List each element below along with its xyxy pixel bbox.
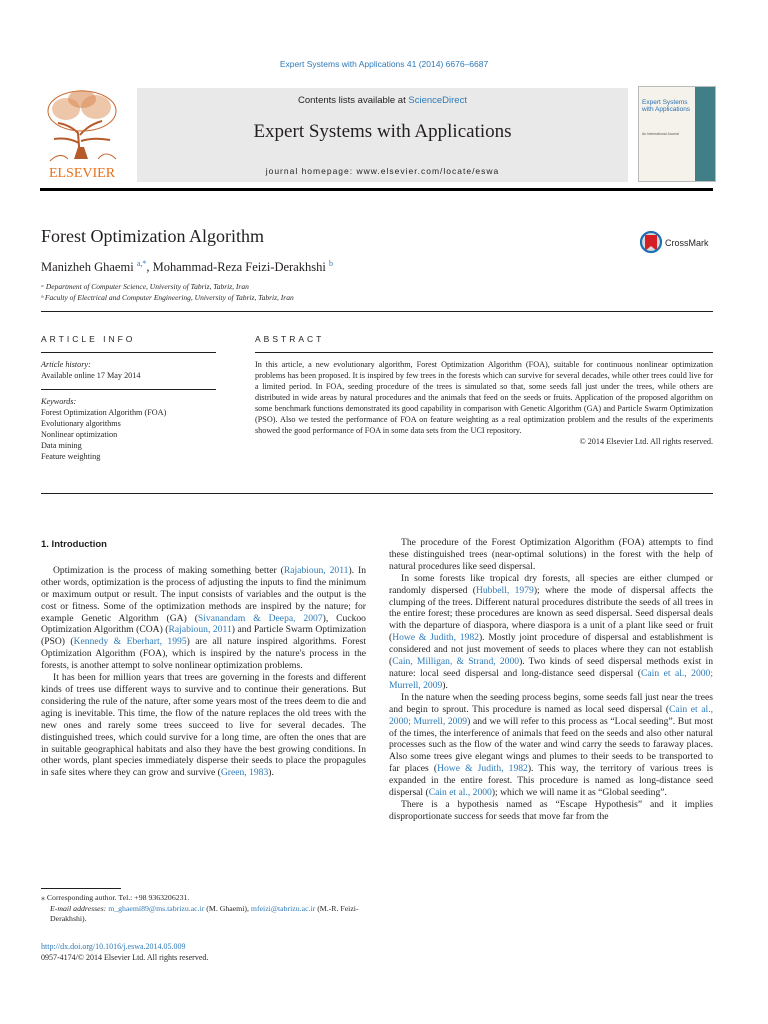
journal-homepage[interactable]: journal homepage: www.elsevier.com/locate/eswa [265, 166, 500, 176]
crossmark-label: CrossMark [665, 238, 709, 248]
paragraph: It has been for million years that trees are governing in the forests and different kinds of trees use different ways to survive and to continue their generations. But considering the rule of the nature, after some years most of the trees deem to die and aging is inevitable. This time, the flow of the nature replaces the old trees with the new ones and rarely some trees succeed to live for several decades. The distinguished trees, which could survive for a long time, are often the ones that are in suitable geographical habitats and also they have the best growing conditions. In other words, plant species immediately disperse their seeds to place the propagules in safe sites where they can grow and survive (Green, 1983). [41, 672, 366, 779]
elsevier-wordmark: ELSEVIER [48, 166, 116, 181]
citation-link[interactable]: Cain et al., 2000; Murrell, 2009 [389, 703, 714, 727]
elsevier-logo [40, 85, 124, 181]
author-affiliation-marker[interactable]: a,* [136, 259, 147, 268]
section-heading: 1. Introduction [41, 539, 107, 550]
info-divider [41, 389, 216, 390]
sciencedirect-link[interactable]: ScienceDirect [408, 95, 467, 106]
keyword-item: Nonlinear optimization [41, 430, 118, 439]
cover-subtitle: An International Journal [642, 132, 679, 136]
elsevier-tree-icon [40, 85, 124, 181]
citation-link[interactable]: Cain et al., 2000 [428, 787, 492, 799]
paragraph: The procedure of the Forest Optimization Algorithm (FOA) attempts to find these distinguished trees (near-optimal solutions) in the forest with the help of natural procedures like seed dispersal. [389, 537, 713, 572]
citation-link[interactable]: Rajabioun, 2011 [168, 624, 232, 636]
keyword-item: Forest Optimization Algorithm (FOA) [41, 408, 167, 417]
footnote-rule [41, 888, 121, 889]
section-rule [41, 493, 713, 494]
citation-link[interactable]: Howe & Judith, 1982 [392, 632, 479, 644]
keywords-label: Keywords: [41, 397, 77, 406]
citation-link[interactable]: Kennedy & Eberhart, 1995 [73, 636, 187, 648]
email-link[interactable]: m_ghaemi89@ms.tabrizu.ac.ir [108, 903, 205, 913]
paragraph: There is a hypothesis named as “Escape Hypothesis” and it implies disproportionate success for seeds that move far from the [389, 798, 713, 822]
abstract-copyright: © 2014 Elsevier Ltd. All rights reserved. [579, 437, 713, 446]
author-name: Manizheh Ghaemi [41, 260, 137, 275]
crossmark-icon [640, 230, 714, 254]
article-info [41, 359, 216, 462]
citation-link[interactable]: Hubbell, 1979 [475, 584, 534, 596]
email-link[interactable]: mfeizi@tabrizu.ac.ir [250, 903, 316, 913]
author-name: Mohammad-Reza Feizi-Derakhshi [152, 260, 329, 275]
abstract-rule [255, 352, 713, 353]
keyword-item: Data mining [41, 441, 82, 450]
paragraph: In the nature when the seeding process begins, some seeds fall just near the trees and begin to sprout. This procedure is named as local seed dispersal (Cain et al., 2000; Murrell, 2009) and we will refer to this process as “Local seeding”. But most of the times, the interference of animals that feed on the seeds and also other natural processes such as the flow of the water and wind carry the seeds to faraway places. Also some trees give elegant wings and plumes to their seeds to be transported to far places (Howe & Judith, 1982). This way, the territory of various trees is expanded in the entire forest. This procedure is named as long-distance seed dispersal (Cain et al., 2000); which we will name it as “Global seeding”. [389, 691, 714, 799]
citation-link[interactable]: Cain, Milligan, & Strand, 2000 [392, 656, 520, 668]
section-rule [41, 311, 713, 312]
paragraph: In some forests like tropical dry forests, all species are either clumped or randomly dispersed (Hubbell, 1979); where the mode of dispersal affects the clumping of the trees. Different natural procedures distribute the seeds of all trees in the entire forest; these procedures are known as seed dispersal. Seed dispersal deals with the departure of diaspora, where diaspora is a unit of a plant like seed or fruit (Howe & Judith, 1982). Mostly joint procedure of dispersal and establishment is considered and not just movement of seeds to places where they can not establish (Cain, Milligan, & Strand, 2000). Two kinds of seed dispersal methods exist in nature: local seed dispersal and long-distance seed dispersal (Cain et al., 2000; Murrell, 2009). [389, 572, 714, 691]
citation-link[interactable]: Green, 1983 [220, 767, 269, 779]
email-line: E-mail addresses: m_ghaemi89@ms.tabrizu.ac.ir (M. Ghaemi), mfeizi@tabrizu.ac.ir (M.-R. Feizi-Derakhshi). [50, 903, 359, 923]
doi-block [41, 941, 208, 963]
cover-title: Expert Systems with Applications [642, 99, 691, 113]
keyword-item: Evolutionary algorithms [41, 419, 121, 428]
keywords-list [41, 407, 216, 462]
info-rule [41, 352, 216, 353]
header-rule [40, 188, 713, 191]
citation-link[interactable]: Sivanandam & Deepa, 2007 [197, 612, 323, 624]
history-date: Available online 17 May 2014 [41, 371, 141, 380]
issn-line: 0957-4174/© 2014 Elsevier Ltd. All rights reserved. [41, 953, 209, 962]
corresponding-author: ⁎ Corresponding author. Tel.: +98 9363206231. [41, 893, 190, 902]
doi-link[interactable]: http://dx.doi.org/10.1016/j.eswa.2014.05.009 [41, 942, 186, 951]
footnote [41, 893, 366, 925]
history-label: Article history: [41, 360, 91, 369]
crossmark-badge[interactable] [640, 230, 714, 259]
abstract-text: In this article, a new evolutionary algorithm, Forest Optimization Algorithm (FOA), suitable for continuous nonlinear optimization problems has been proposed. It is inspired by few trees in the forests which can survive for several decades, while other trees could live for a limited period. In FOA, seeding procedure of the trees is simulated so that, some seeds fall just under the trees, while others are distributed in wide areas by natural procedures and the animals that feed on the seeds or fruits. Application of the proposed algorithm on some benchmark functions demonstrated its good capability in comparison with Genetic Algorithm (GA) and Particle Swarm Optimization (PSO). Also we tested the performance of FOA on feature weighting as a real optimization problem and the results of the experiments showed the good performance of FOA in some data sets from the UCI repository. [255, 360, 713, 435]
paragraph: Optimization is the process of making something better (Rajabioun, 2011). In other words, optimization is the process of adjusting the inputs to find the minimum or maximum output or result. The input consists of variables and the output is the cost or fitness. Some of the optimization methods are inspired by the nature; for example Genetic Algorithm (GA) (Sivanandam & Deepa, 2007), Cuckoo Optimization Algorithm (COA) (Rajabioun, 2011) and Particle Swarm Optimization (PSO) (Kennedy & Eberhart, 1995) are all nature inspired algorithms. Forest Optimization Algorithm (FOA), which is inspired by the nature's process in the forests, is another attempt to solve nonlinear optimization problems. [41, 564, 367, 672]
body-column-right [389, 537, 713, 823]
contents-line: Contents lists available at ScienceDirect [298, 95, 467, 106]
article-title: Forest Optimization Algorithm [41, 226, 264, 246]
cover-decoration [695, 87, 715, 181]
journal-citation[interactable]: Expert Systems with Applications 41 (2014) 6676–6687 [279, 59, 489, 69]
journal-banner [137, 88, 628, 182]
journal-name: Expert Systems with Applications [253, 121, 512, 142]
journal-cover-image [638, 86, 716, 182]
article-info-heading: ARTICLE INFO [41, 334, 136, 344]
author-affiliation-marker[interactable]: b [328, 259, 333, 268]
abstract [255, 359, 713, 447]
body-column-left [41, 537, 366, 779]
author-line: Manizheh Ghaemi $^{a,*}$, Mohammad-Reza Feizi-Derakhshi $^b$ [41, 259, 333, 275]
affiliation-b: ᵇ Faculty of Electrical and Computer Engineering, University of Tabriz, Tabriz, Iran [41, 293, 294, 302]
citation-link[interactable]: Rajabioun, 2011 [283, 564, 349, 576]
affiliation-a: ᵃ Department of Computer Science, University of Tabriz, Tabriz, Iran [41, 282, 249, 291]
citation-link[interactable]: Howe & Judith, 1982 [437, 763, 528, 775]
abstract-heading: ABSTRACT [255, 334, 325, 344]
keyword-item: Feature weighting [41, 452, 101, 461]
citation-link[interactable]: Cain et al., 2000; Murrell, 2009 [389, 667, 713, 691]
